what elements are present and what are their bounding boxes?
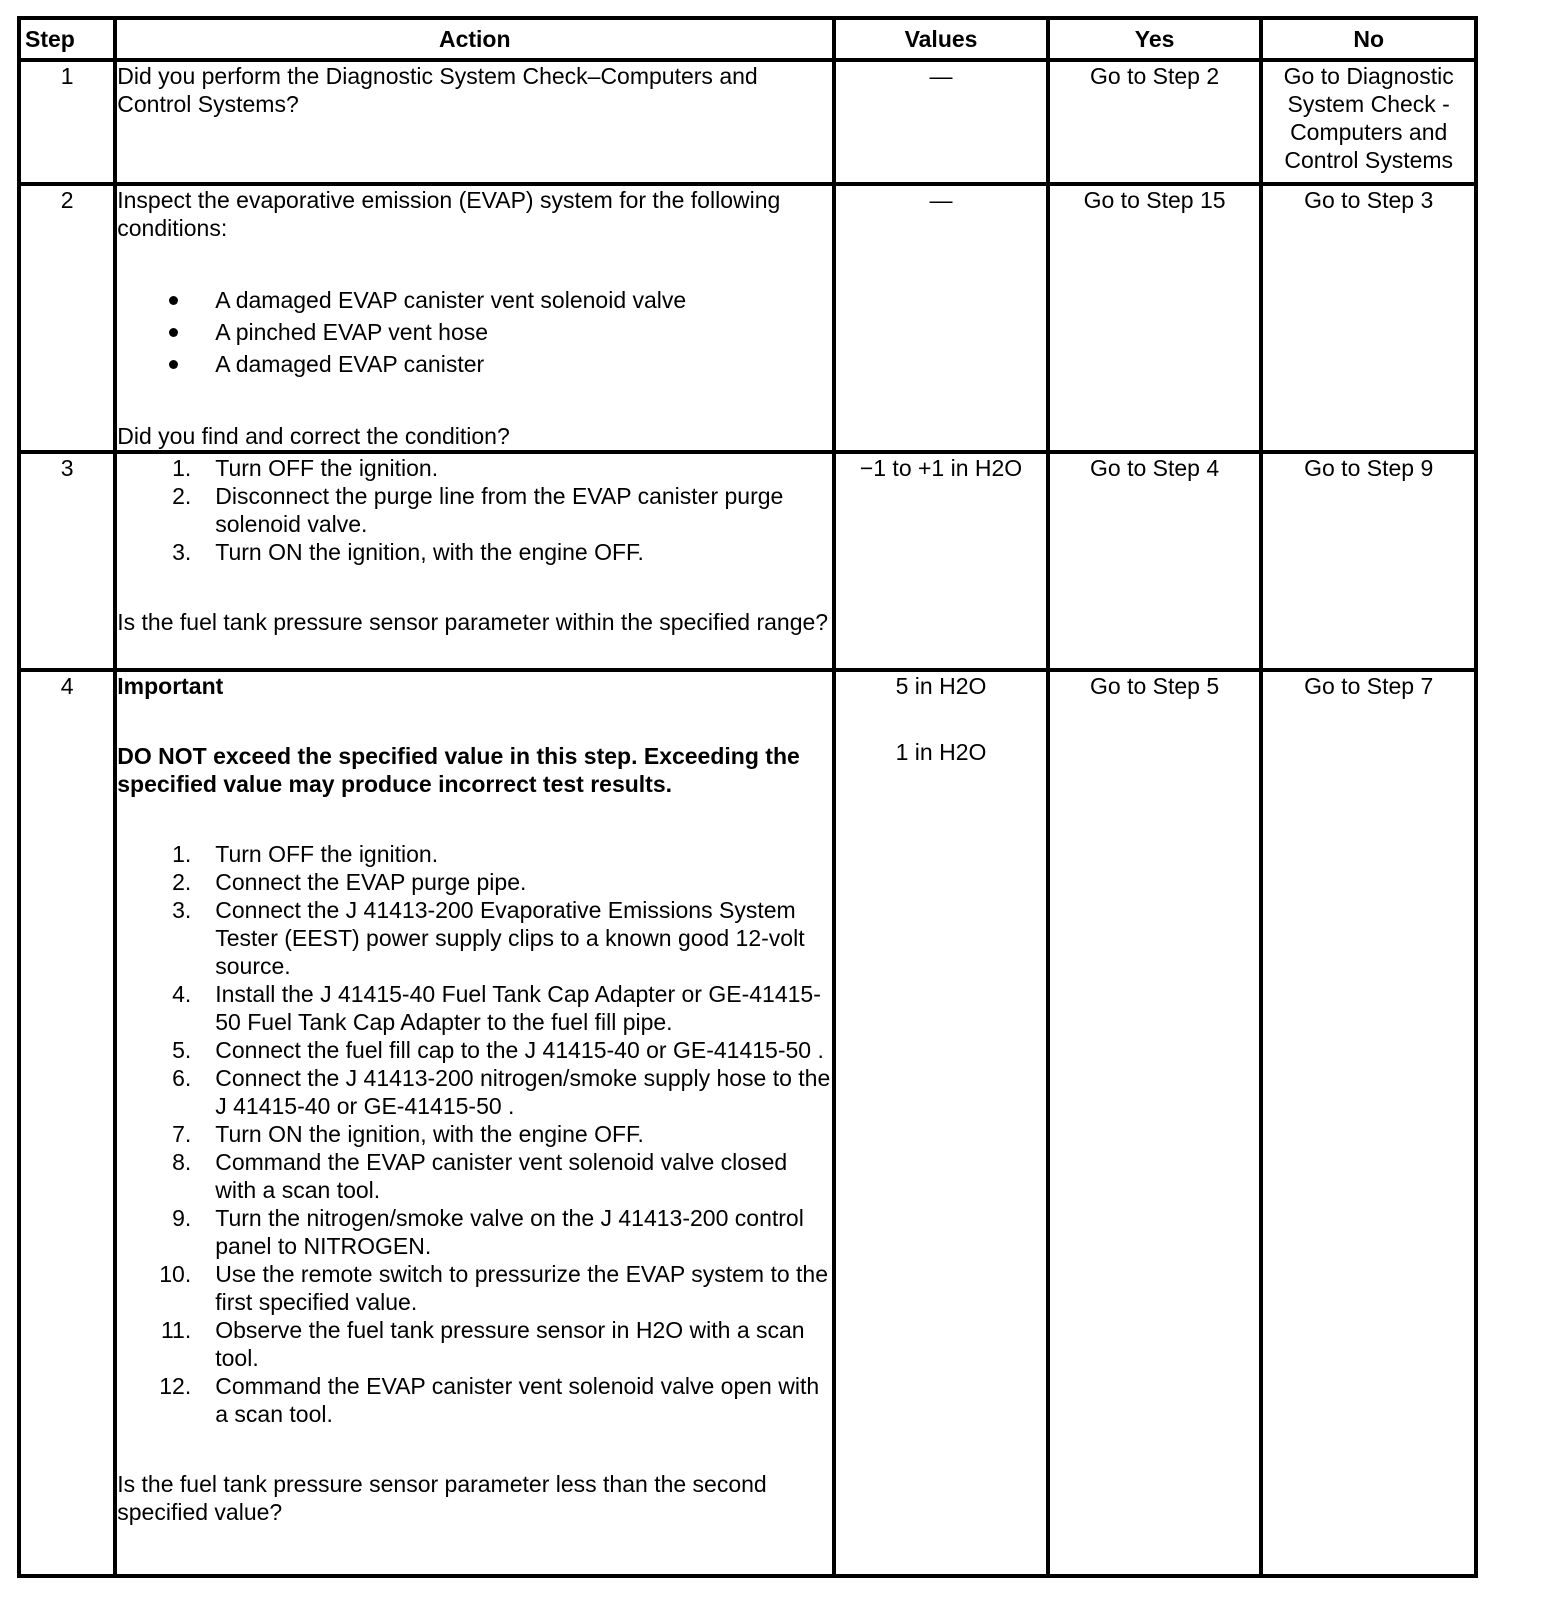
step-number: 2 xyxy=(19,184,115,452)
list-item: 6. Connect the J 41413-200 nitrogen/smoke supply hose to the J 41415-40 or GE-41415-50 . xyxy=(172,1065,831,1119)
list-item: 8. Command the EVAP canister vent solenoid valve closed with a scan tool. xyxy=(172,1149,788,1203)
list-item: 3. Turn ON the ignition, with the engine OFF. xyxy=(172,539,644,565)
condition-list xyxy=(117,284,832,380)
yes-cell: Go to Step 2 xyxy=(1048,60,1262,184)
bullet-icon xyxy=(169,328,178,337)
header-row xyxy=(19,18,1476,60)
list-item: 7. Turn ON the ignition, with the engine OFF. xyxy=(172,1121,644,1147)
important-text: DO NOT exceed the specified value in this step. Exceeding the specified value may produce incorrect test results. xyxy=(117,743,800,797)
list-item: 10. Use the remote switch to pressurize the EVAP system to the first specified value. xyxy=(159,1261,828,1315)
procedure-list xyxy=(117,454,832,566)
values-cell: — xyxy=(834,184,1048,452)
step-number: 1 xyxy=(19,60,115,184)
procedure-list xyxy=(117,840,832,1428)
list-item: 1. Turn OFF the ignition. xyxy=(172,841,439,867)
list-item: 4. Install the J 41415-40 Fuel Tank Cap Adapter or GE-41415-50 Fuel Tank Cap Adapter to the fuel fill pipe. xyxy=(172,981,821,1035)
action-question: Did you perform the Diagnostic System Check–Computers and Control Systems? xyxy=(117,63,758,117)
action-cell xyxy=(115,184,834,452)
diagnostic-table xyxy=(17,16,1478,1578)
header-no: No xyxy=(1261,18,1476,60)
action-intro: Inspect the evaporative emission (EVAP) system for the following conditions: xyxy=(117,187,781,241)
header-action: Action xyxy=(115,18,834,60)
header-yes: Yes xyxy=(1048,18,1262,60)
action-question: Is the fuel tank pressure sensor parameter less than the second specified value? xyxy=(117,1471,767,1525)
list-item: 5. Connect the fuel fill cap to the J 41415-40 or GE-41415-50 . xyxy=(172,1037,824,1063)
table-row-step-1 xyxy=(19,60,1476,184)
values-cell: −1 to +1 in H2O xyxy=(834,452,1048,670)
list-item: 12. Command the EVAP canister vent solenoid valve open with a scan tool. xyxy=(159,1373,820,1427)
table-row-step-2 xyxy=(19,184,1476,452)
list-item: 2. Connect the EVAP purge pipe. xyxy=(172,869,527,895)
step-number: 3 xyxy=(19,452,115,670)
header-step: Step xyxy=(19,18,115,60)
important-title: Important xyxy=(117,673,224,699)
action-cell xyxy=(115,670,834,1576)
list-item: A damaged EVAP canister xyxy=(117,348,832,380)
table-row-step-4 xyxy=(19,670,1476,1576)
yes-cell: Go to Step 15 xyxy=(1048,184,1262,452)
list-item: 3. Connect the J 41413-200 Evaporative Emissions System Tester (EEST) power supply clips to a known good 12-volt source. xyxy=(172,897,805,979)
list-item: A pinched EVAP vent hose xyxy=(117,316,832,348)
action-cell xyxy=(115,60,834,184)
list-item: 11. Observe the fuel tank pressure sensor in H2O with a scan tool. xyxy=(160,1317,805,1371)
no-cell: Go to Diagnostic System Check - Computers and Control Systems xyxy=(1261,60,1476,184)
yes-cell: Go to Step 5 xyxy=(1048,670,1262,1576)
yes-cell: Go to Step 4 xyxy=(1048,452,1262,670)
no-cell: Go to Step 7 xyxy=(1261,670,1476,1576)
values-cell xyxy=(834,670,1048,1576)
bullet-icon xyxy=(169,296,178,305)
list-item: 1. Turn OFF the ignition. xyxy=(172,455,439,481)
step-number: 4 xyxy=(19,670,115,1576)
no-cell: Go to Step 3 xyxy=(1261,184,1476,452)
values-cell: — xyxy=(834,60,1048,184)
first-specified-value: 5 in H2O xyxy=(895,673,987,699)
second-specified-value: 1 in H2O xyxy=(895,739,987,765)
list-item: 2. Disconnect the purge line from the EVAP canister purge solenoid valve. xyxy=(172,483,784,537)
action-question: Did you find and correct the condition? xyxy=(117,423,510,449)
list-item: A damaged EVAP canister vent solenoid valve xyxy=(117,284,832,316)
no-cell: Go to Step 9 xyxy=(1261,452,1476,670)
table-row-step-3 xyxy=(19,452,1476,670)
bullet-icon xyxy=(169,360,178,369)
list-item: 9. Turn the nitrogen/smoke valve on the J 41413-200 control panel to NITROGEN. xyxy=(172,1205,804,1259)
action-cell xyxy=(115,452,834,670)
header-values: Values xyxy=(834,18,1048,60)
action-question: Is the fuel tank pressure sensor parameter within the specified range? xyxy=(117,609,829,635)
